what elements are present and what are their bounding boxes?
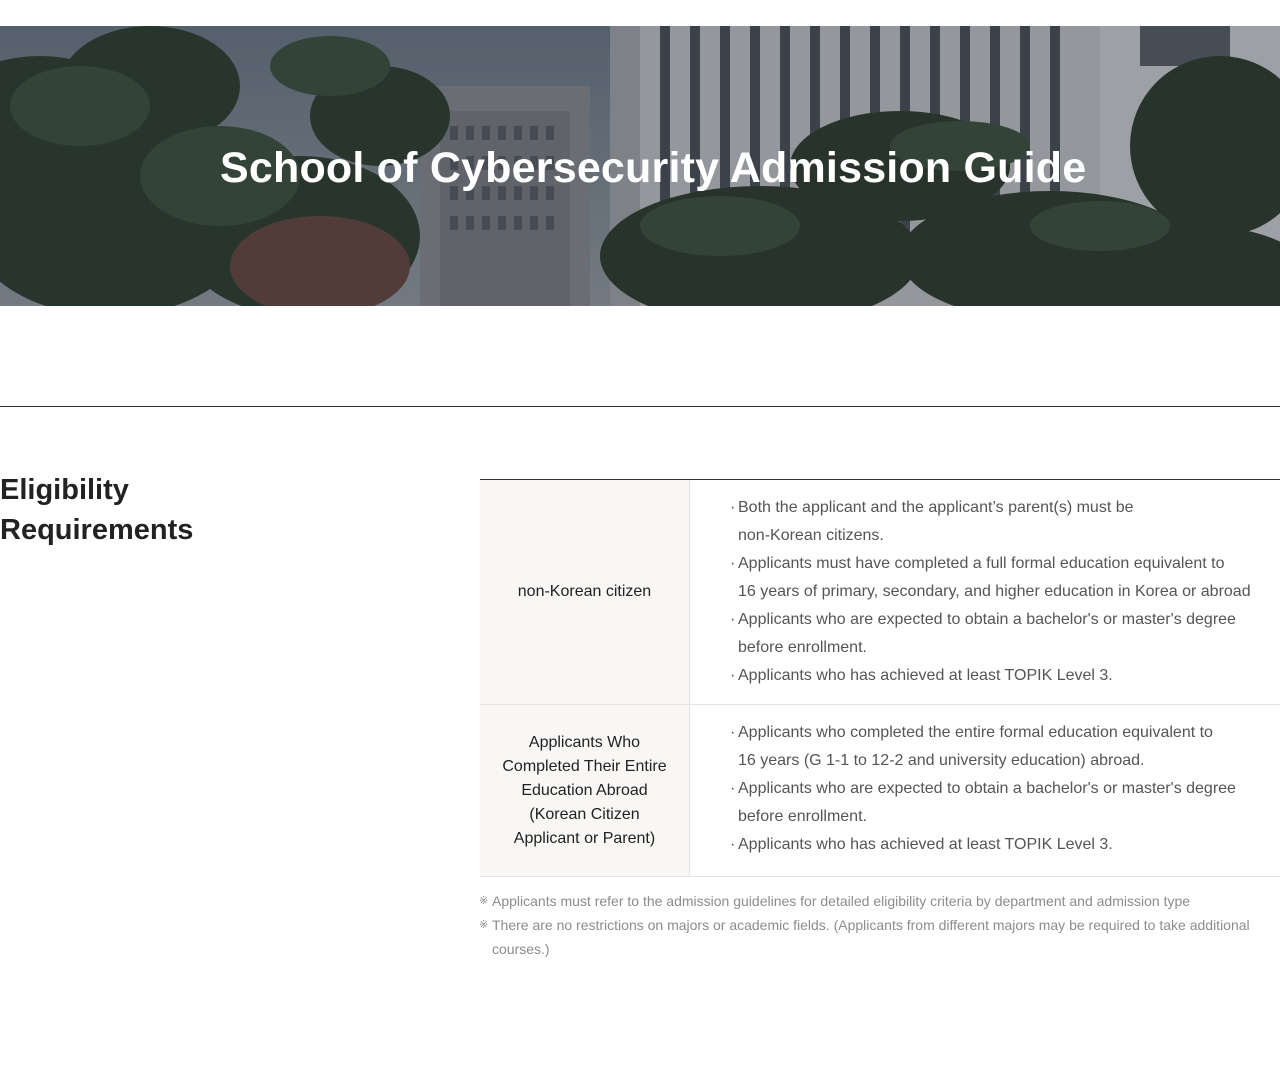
list-item: · Applicants who are expected to obtain a bachelor's or master's degree before enrollment. [730, 775, 1280, 831]
list-item: · Both the applicant and the applicant’s parent(s) must be non-Korean citizens. [730, 494, 1280, 550]
row-header: non-Korean citizen [480, 480, 690, 704]
footnote [479, 913, 1269, 961]
footnote-text: Applicants must refer to the admission guidelines for detailed eligibility criteria by department and admission type [492, 893, 1191, 909]
hero-banner [0, 26, 1280, 306]
list-item: · Applicants must have completed a full formal education equivalent to 16 years of primary, secondary, and higher education in Korea or abroad [730, 550, 1280, 606]
footnotes [479, 889, 1269, 961]
table-row [480, 705, 1280, 877]
table-row [480, 480, 1280, 705]
list-item: · Applicants who has achieved at least TOPIK Level 3. [730, 831, 1280, 859]
footnote [479, 889, 1269, 913]
reference-mark-icon: ※ [479, 895, 489, 907]
list-item: · Applicants who completed the entire formal education equivalent to 16 years (G 1-1 to 12-2 and university education) abroad. [730, 719, 1280, 775]
eligibility-table [480, 479, 1280, 877]
row-content [690, 480, 1280, 704]
row-header: Applicants Who Completed Their Entire Education Abroad (Korean Citizen Applicant or Parent) [480, 705, 690, 876]
reference-mark-icon: ※ [479, 919, 489, 931]
footnote-text: There are no restrictions on majors or academic fields. (Applicants from different majors may be required to take additional courses.) [492, 917, 1250, 957]
list-item: · Applicants who are expected to obtain a bachelor's or master's degree before enrollment. [730, 606, 1280, 662]
section-divider [0, 406, 1280, 407]
list-item: · Applicants who has achieved at least TOPIK Level 3. [730, 662, 1280, 690]
section-heading: Eligibility Requirements [0, 474, 194, 546]
page-title: School of Cybersecurity Admission Guide [220, 144, 1087, 192]
row-content [690, 705, 1280, 876]
